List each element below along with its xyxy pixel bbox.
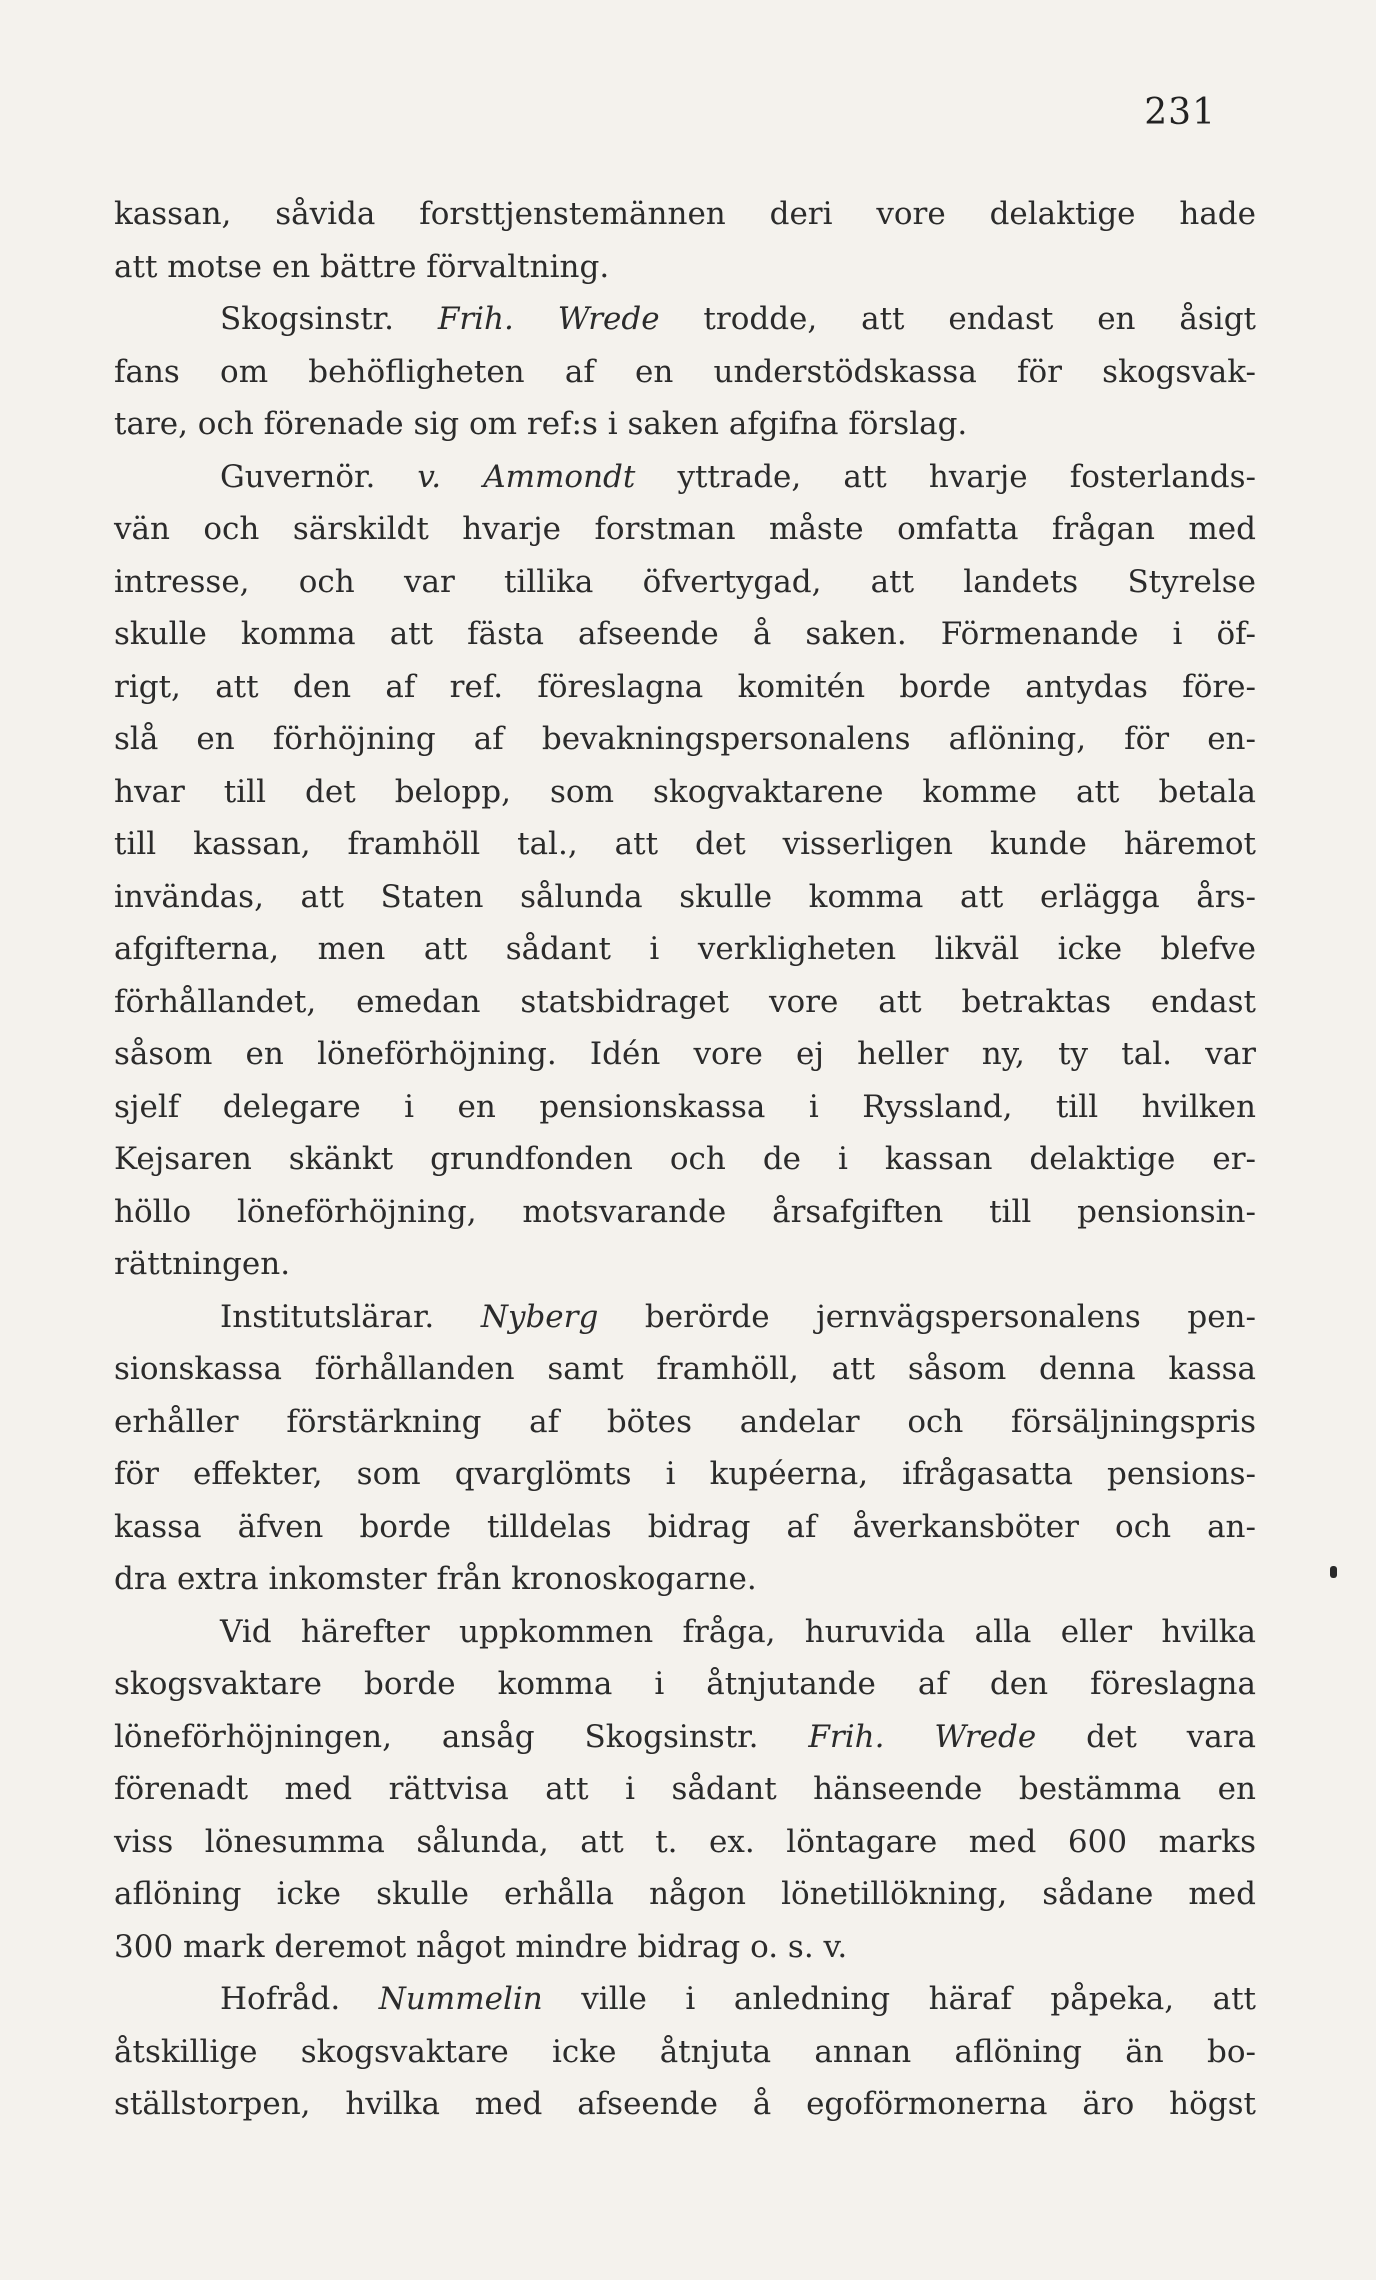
text-line: Institutslärar. Nyberg berörde jernvägspersonalens pen- (220, 1298, 1256, 1335)
text-line: invändas, att Staten sålunda skulle komma att erlägga års- (114, 878, 1256, 915)
text-line: tare, och förenade sig om ref:s i saken afgifna förslag. (114, 406, 968, 442)
text-line: aflöning icke skulle erhålla någon lönetillökning, sådane med (114, 1876, 1256, 1912)
text-line: Vid härefter uppkommen fråga, huruvida alla eller hvilka (220, 1613, 1256, 1650)
text-line: åtskillige skogsvaktare icke åtnjuta annan aflöning än bo- (114, 2033, 1256, 2070)
text-line: skulle komma att fästa afseende å saken. Förmenande i öf- (114, 616, 1256, 652)
text-line: förhållandet, emedan statsbidraget vore att betraktas endast (114, 983, 1256, 1020)
text-line: hvar till det belopp, som skogvaktarene komme att betala (114, 773, 1256, 810)
text-line: erhåller förstärkning af bötes andelar och försäljningspris (114, 1403, 1256, 1440)
text-line: löneförhöjningen, ansåg Skogsinstr. Frih. Wrede det vara (114, 1718, 1257, 1755)
text-line: slå en förhöjning af bevakningspersonalens aflöning, för en- (114, 721, 1256, 757)
text-line: höllo löneförhöjning, motsvarande årsafgiften till pensionsin- (114, 1193, 1256, 1230)
text-line: vän och särskildt hvarje forstman måste omfatta frågan med (114, 511, 1256, 547)
name-nummelin: Nummelin (378, 1981, 543, 2017)
text-line: skogsvaktare borde komma i åtnjutande af den föreslagna (114, 1666, 1256, 1702)
text-line: såsom en löneförhöjning. Idén vore ej heller ny, ty tal. var (114, 1036, 1256, 1072)
text-line: för effekter, som qvarglömts i kupéerna, ifrågasatta pensions- (114, 1456, 1256, 1492)
text-line: viss lönesumma sålunda, att t. ex. löntagare med 600 marks (114, 1823, 1256, 1860)
text-line: fans om behöfligheten af en understödskassa för skogsvak- (114, 353, 1256, 390)
text-line: sionskassa förhållanden samt framhöll, att såsom denna kassa (114, 1351, 1256, 1387)
name-wrede: Wrede (557, 301, 660, 337)
text-line: kassa äfven borde tilldelas bidrag af åverkansböter och an- (114, 1508, 1256, 1545)
text-line: Hofråd. Nummelin ville i anledning häraf påpeka, att (220, 1981, 1256, 2017)
text-line: Guvernör. v. Ammondt yttrade, att hvarje fosterlands- (220, 458, 1256, 495)
text-line: intresse, och var tillika öfvertygad, att landets Styrelse (114, 563, 1256, 600)
text-line: sjelf delegare i en pensionskassa i Ryssland, till hvilken (114, 1088, 1256, 1125)
name-wrede: Wrede (934, 1718, 1037, 1755)
text-line: dra extra inkomster från kronoskogarne. (114, 1561, 757, 1597)
text-line: 300 mark deremot något mindre bidrag o. s. v. (114, 1928, 848, 1965)
body-text (114, 188, 1256, 2131)
text-line: afgifterna, men att sådant i verkligheten likväl icke blefve (114, 931, 1256, 967)
ink-speck (1330, 1566, 1337, 1578)
name-frih: Frih. (437, 301, 514, 337)
text-line: rigt, att den af ref. föreslagna komitén borde antydas före- (114, 668, 1256, 705)
name-ammondt: v. Ammondt (417, 458, 636, 495)
text-line: att motse en bättre förvaltning. (114, 248, 610, 285)
page-number: 231 (1144, 92, 1216, 133)
name-nyberg: Nyberg (480, 1298, 599, 1335)
text-line: till kassan, framhöll tal., att det visserligen kunde häremot (114, 826, 1256, 862)
text-line: förenadt med rättvisa att i sådant hänseende bestämma en (114, 1771, 1256, 1807)
text-line: rättningen. (114, 1246, 291, 1282)
text-line: Kejsaren skänkt grundfonden och de i kassan delaktige er- (114, 1141, 1256, 1177)
text-line: Skogsinstr. Frih. Wrede trodde, att endast en åsigt (220, 301, 1256, 337)
name-frih: Frih. (808, 1718, 885, 1755)
text-line: ställstorpen, hvilka med afseende å egoförmonerna äro högst (114, 2086, 1256, 2122)
text-line: kassan, såvida forsttjenstemännen deri vore delaktige hade (114, 196, 1256, 232)
